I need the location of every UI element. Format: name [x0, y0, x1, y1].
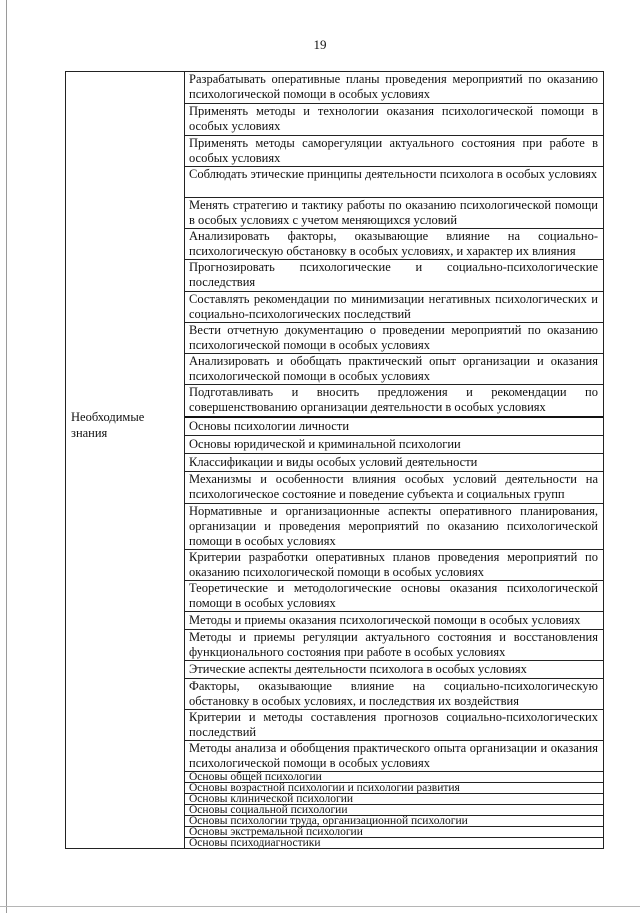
table-row-knowledge: Основы психологии труда, организационной психологии [185, 816, 603, 827]
table-row-knowledge: Основы экстремальной психологии [185, 827, 603, 838]
requirements-table [65, 71, 604, 849]
table-row-skill: Менять стратегию и тактику работы по оказанию психологической помощи в особых условиях с учетом меняющихся условий [185, 198, 603, 229]
page-edge [6, 0, 7, 913]
table-row-skill: Прогнозировать психологические и социально-психологические последствия [185, 260, 603, 292]
table-row-knowledge: Этические аспекты деятельности психолога в особых условиях [185, 661, 603, 679]
table-row-skill: Составлять рекомендации по минимизации негативных психологических и социально-психологических последствий [185, 292, 603, 323]
table-row-skill: Подготавливать и вносить предложения и рекомендации по совершенствованию организации деятельности в особых условиях [185, 385, 603, 418]
table-row-knowledge: Критерии и методы составления прогнозов социально-психологических последствий [185, 710, 603, 741]
table-row-knowledge: Методы и приемы регуляции актуального состояния и восстановления функционального состояния при работе в особых условиях [185, 630, 603, 661]
page-edge [0, 906, 640, 907]
requirements-column [185, 72, 603, 848]
table-row-knowledge: Основы юридической и криминальной психологии [185, 436, 603, 454]
table-row-knowledge: Основы психодиагностики [189, 838, 321, 849]
table-row-knowledge: Нормативные и организационные аспекты оперативного планирования, организации и проведения мероприятий по оказанию психологической помощи в особых условиях [185, 504, 603, 550]
table-row-knowledge: Основы возрастной психологии и психологии развития [185, 783, 603, 794]
table-row-skill: Соблюдать этические принципы деятельности психолога в особых условиях [185, 167, 603, 198]
table-row-knowledge: Основы клинической психологии [185, 794, 603, 805]
table-row-knowledge: Основы общей психологии [185, 772, 603, 783]
page-number: 19 [313, 37, 327, 52]
table-row-knowledge: Механизмы и особенности влияния особых условий деятельности на психологическое состояние и поведение субъекта и социальных групп [185, 472, 603, 504]
knowledge-label: Необходимые знания [71, 410, 145, 440]
table-row-knowledge: Классификации и виды особых условий деятельности [185, 454, 603, 472]
table-row-skill: Анализировать и обобщать практический опыт организации и оказания психологической помощи в особых условиях [185, 354, 603, 385]
table-row-skill: Применять методы саморегуляции актуального состояния при работе в особых условиях [185, 136, 603, 167]
table-row-skill: Применять методы и технологии оказания психологической помощи в особых условиях [185, 104, 603, 136]
table-row-knowledge: Методы и приемы оказания психологической помощи в особых условиях [185, 612, 603, 630]
table-row-knowledge: Основы социальной психологии [185, 805, 603, 816]
table-row-knowledge: Критерии разработки оперативных планов проведения мероприятий по оказанию психологической помощи в особых условиях [185, 550, 603, 581]
table-row-skill: Разрабатывать оперативные планы проведения мероприятий по оказанию психологической помощи в особых условиях [185, 72, 603, 104]
table-row-knowledge: Теоретические и методологические основы оказания психологической помощи в особых условиях [185, 581, 603, 612]
table-row-knowledge: Основы психологии личности [185, 418, 603, 436]
table-row-skill: Вести отчетную документацию о проведении мероприятий по оказанию психологической помощи в особых условиях [185, 323, 603, 354]
table-row-skill: Анализировать факторы, оказывающие влияние на социально-психологическую обстановку в особых условиях, и характер их влияния [185, 229, 603, 260]
table-bottom-guard [184, 849, 604, 850]
table-row-knowledge: Методы анализа и обобщения практического опыта организации и оказания психологической помощи в особых условиях [185, 741, 603, 772]
table-row-knowledge: Факторы, оказывающие влияние на социально-психологическую обстановку в особых условиях, и последствия их воздействия [185, 679, 603, 710]
